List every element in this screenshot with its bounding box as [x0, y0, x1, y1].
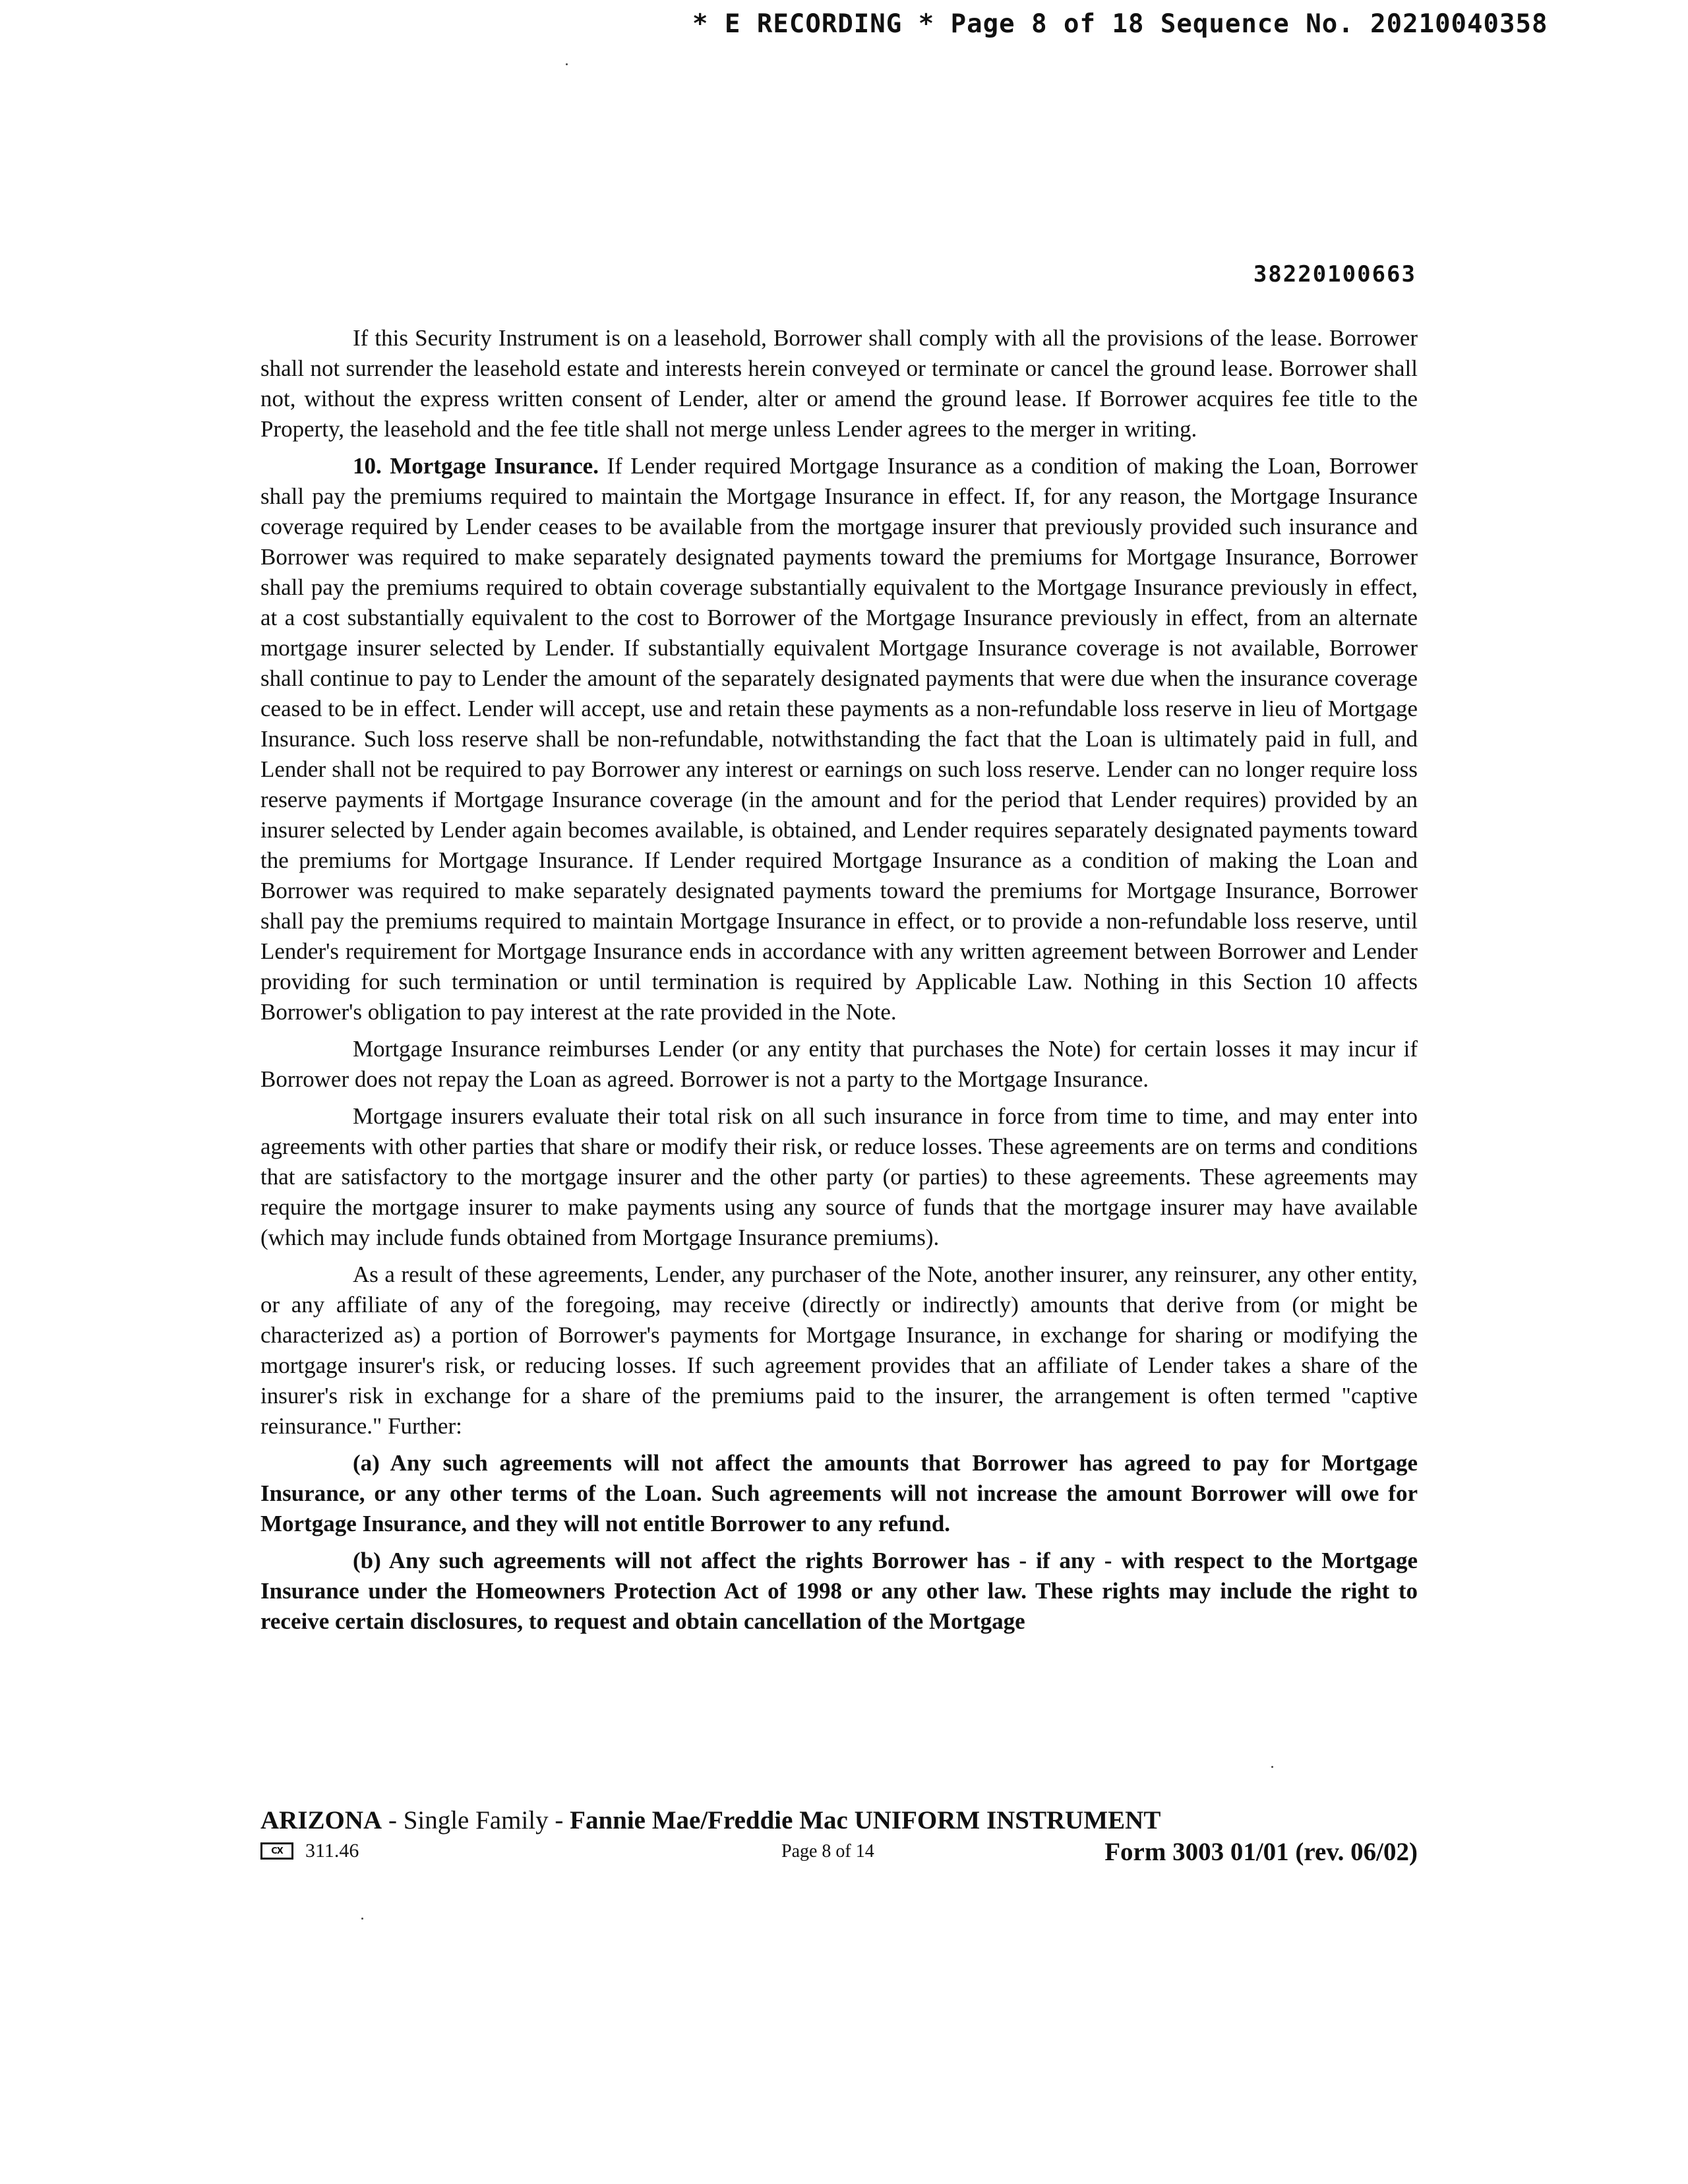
paragraph-clause-b: (b) Any such agreements will not affect the rights Borrower has - if any - with respect to the Mortgage Insurance under the Homeowners Protection Act of 1998 or any other law. These rights may include the right to receive certain disclosures, to request and obtain cancellation of the Mortgage — [260, 1548, 1418, 1634]
document-body — [260, 323, 1418, 1643]
paragraph-leasehold: If this Security Instrument is on a leasehold, Borrower shall comply with all the provisions of the lease. Borrower shall not surrender the leasehold estate and interests herein conveyed or terminate or cancel the ground lease. Borrower shall not, without the express written consent of Lender, alter or amend the ground lease. If Borrower acquires fee title to the Property, the leasehold and the fee title shall not merge unless Lender agrees to the merger in writing. — [260, 325, 1418, 442]
paragraph-insurers-evaluate: Mortgage insurers evaluate their total risk on all such insurance in force from time to time, and may enter into agreements with other parties that share or modify their risk, or reduce losses. These agreements are on terms and conditions that are satisfactory to the mortgage insurer and the other party (or parties) to these agreements. These agreements may require the mortgage insurer to make payments using any source of funds that the mortgage insurer may have available (which may include funds obtained from Mortgage Insurance premiums). — [260, 1103, 1418, 1250]
section-title: 10. Mortgage Insurance. — [353, 453, 599, 479]
form-id: Form 3003 01/01 (rev. 06/02) — [1104, 1838, 1418, 1866]
speck-mark — [361, 1918, 363, 1920]
page-number: Page 8 of 14 — [781, 1841, 874, 1862]
footer-separator: - — [382, 1806, 404, 1835]
page-footer — [260, 1805, 1418, 1866]
speck-mark — [1271, 1766, 1273, 1768]
document-number: 38220100663 — [1253, 261, 1416, 288]
paragraph-reimburses: Mortgage Insurance reimburses Lender (or any entity that purchases the Note) for certain losses it may incur if Borrower does not repay the Loan as agreed. Borrower is not a party to the Mortgage Insurance. — [260, 1036, 1418, 1092]
footer-family: Single Family — [403, 1806, 549, 1835]
recording-header: * E RECORDING * Page 8 of 18 Sequence No. 20210040358 — [692, 9, 1548, 39]
paragraph-mortgage-insurance — [260, 451, 1418, 1027]
footer-separator: - — [548, 1806, 570, 1835]
paragraph-clause-a: (a) Any such agreements will not affect the amounts that Borrower has agreed to pay for Mortgage Insurance, or any other terms of the Loan. Such agreements will not increase the amount Borrower will owe for Mortgage Insurance, and they will not entitle Borrower to any refund. — [260, 1450, 1418, 1536]
footer-state: ARIZONA — [260, 1806, 382, 1835]
form-logo-icon: CX — [260, 1842, 293, 1860]
speck-mark — [566, 63, 568, 65]
footer-instrument: Fannie Mae/Freddie Mac UNIFORM INSTRUMENT — [570, 1806, 1161, 1835]
footer-title-line — [260, 1805, 1418, 1836]
paragraph-mortgage-insurance-text: If Lender required Mortgage Insurance as a condition of making the Loan, Borrower shall pay the premiums required to maintain the Mortgage Insurance in effect. If, for any reason, the Mortgage Insurance coverage required by Lender ceases to be available from the mortgage insurer that previously provided such insurance and Borrower was required to make separately designated payments toward the premiums for Mortgage Insurance, Borrower shall pay the premiums required to obtain coverage substantially equivalent to the Mortgage Insurance previously in effect, at a cost substantially equivalent to the cost to Borrower of the Mortgage Insurance previously in effect, from an alternate mortgage insurer selected by Lender. If substantially equivalent Mortgage Insurance coverage is not available, Borrower shall continue to pay to Lender the amount of the separately designated payments that were due when the insurance coverage ceased to be in effect. Lender will accept, use and retain these payments as a non-refundable loss reserve in lieu of Mortgage Insurance. Such loss reserve shall be non-refundable, notwithstanding the fact that the Loan is ultimately paid in full, and Lender shall not be required to pay Borrower any interest or earnings on such loss reserve. Lender can no longer require loss reserve payments if Mortgage Insurance coverage (in the amount and for the period that Lender requires) provided by an insurer selected by Lender again becomes available, is obtained, and Lender requires separately designated payments toward the premiums for Mortgage Insurance. If Lender required Mortgage Insurance as a condition of making the Loan and Borrower was required to make separately designated payments toward the premiums for Mortgage Insurance, Borrower shall pay the premiums required to maintain Mortgage Insurance in effect, or to provide a non-refundable loss reserve, until Lender's requirement for Mortgage Insurance ends in accordance with any written agreement between Borrower and Lender providing for such termination or until termination is required by Applicable Law. Nothing in this Section 10 affects Borrower's obligation to pay interest at the rate provided in the Note. — [260, 453, 1418, 1025]
footer-info-line — [260, 1837, 1418, 1866]
paragraph-agreements-result: As a result of these agreements, Lender, any purchaser of the Note, another insurer, any reinsurer, any other entity, or any affiliate of any of the foregoing, may receive (directly or indirectly) amounts that derive from (or might be characterized as) a portion of Borrower's payments for Mortgage Insurance, in exchange for sharing or modifying the mortgage insurer's risk, or reducing losses. If such agreement provides that an affiliate of Lender takes a share of the insurer's risk in exchange for a share of the premiums paid to the insurer, the arrangement is often termed "captive reinsurance." Further: — [260, 1261, 1418, 1439]
form-code: 311.46 — [305, 1840, 359, 1862]
